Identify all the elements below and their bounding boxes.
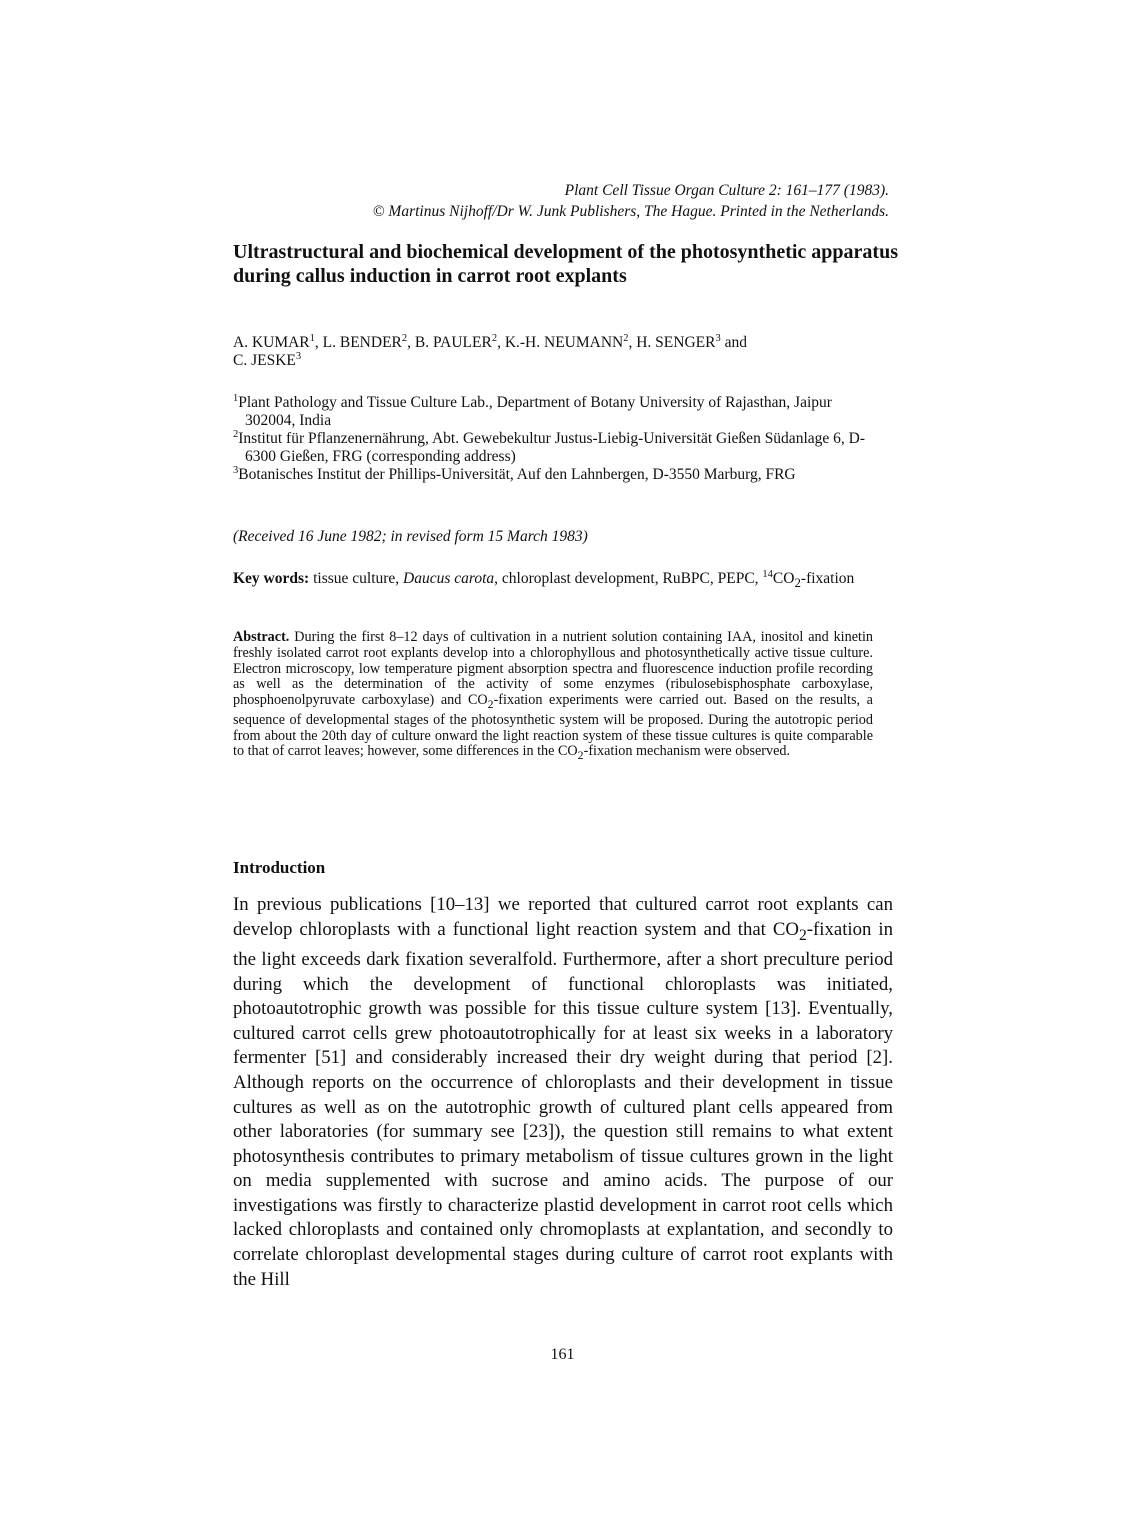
author-separator: and	[720, 334, 747, 351]
author-affiliation-mark: 2	[491, 332, 498, 344]
author-separator: ,	[497, 334, 505, 351]
keywords-text: CO	[772, 570, 795, 587]
author-name: K.-H. NEUMANN	[504, 334, 624, 351]
abstract-text: -fixation experiments were carried out. Based on the results, a sequence of developmental stages of the photosynthetic system will be proposed. During the autotropic period from about the 20th day of culture onward the light reaction system of these tissue cultures is quite comparable to that of carrot leaves; however, some differences in the CO	[233, 692, 873, 760]
affiliation-text: Botanisches Institut der Phillips-Universität, Auf den Lahnbergen, D-3550 Marburg, FRG	[238, 466, 796, 483]
publisher-line: © Martinus Nijhoff/Dr W. Junk Publishers, The Hague. Printed in the Netherlands.	[372, 203, 889, 220]
subscript: 2	[487, 697, 494, 712]
abstract-text: During the first 8–12 days of cultivation in a nutrient solution containing IAA, inositol and kinetin freshly isolated carrot root explants develop into a chlorophyllous and photosynthetically active tissue culture. Electron microscopy, low temperature pigment absorption spectra and fluorescence induction profile recording as well as the determination of the activity of some enzymes (ribulosebisphosphate carboxylase, phosphoenolpyruvate carboxylase) and CO	[233, 629, 873, 709]
affiliation-list	[233, 394, 883, 484]
author-name: C. JESKE	[233, 352, 296, 369]
body-text: In previous publications [10–13] we reported that cultured carrot root explants can develop chloroplasts with a functional light reaction system and that CO	[233, 894, 893, 940]
introduction-paragraph	[233, 893, 893, 1292]
affiliation-number: 1	[233, 392, 239, 404]
author-name: H. SENGER	[636, 334, 716, 351]
subscript: 2	[577, 748, 584, 763]
keywords-text: tissue culture,	[309, 570, 404, 587]
author-separator: ,	[314, 334, 323, 351]
received-dates: (Received 16 June 1982; in revised form 15 March 1983)	[233, 528, 588, 545]
affiliation	[233, 466, 883, 484]
keywords-text: , chloroplast development, RuBPC, PEPC,	[494, 570, 763, 587]
affiliation-number: 3	[233, 464, 239, 476]
keywords-text: -fixation	[800, 570, 855, 587]
author-separator: ,	[628, 334, 637, 351]
affiliation	[233, 430, 883, 466]
author-separator: ,	[407, 334, 415, 351]
abstract-text: -fixation mechanism were observed.	[583, 743, 791, 760]
affiliation-text: Plant Pathology and Tissue Culture Lab., Department of Botany University of Rajasthan, Jaipur 302004, India	[238, 394, 832, 429]
author-affiliation-mark: 2	[623, 332, 629, 344]
journal-citation	[189, 180, 889, 222]
affiliation-number: 2	[233, 428, 239, 440]
author-name: L. BENDER	[322, 334, 402, 351]
author-affiliation-mark: 3	[715, 332, 721, 344]
article-title: Ultrastructural and biochemical development of the photosynthetic apparatus during callus induction in carrot root explants	[233, 241, 898, 287]
keywords	[233, 570, 873, 592]
keywords-label: Key words:	[233, 570, 310, 587]
keyword-species: Daucus carota	[403, 570, 495, 587]
author-name: A. KUMAR	[233, 334, 310, 351]
subscript: 2	[794, 575, 801, 591]
author-affiliation-mark: 1	[309, 332, 315, 344]
affiliation-text: Institut für Pflanzenernährung, Abt. Gewebekultur Justus-Liebig-Universität Gießen Südanlage 6, D-6300 Gießen, FRG (corresponding address)	[238, 430, 865, 465]
author-list	[233, 334, 873, 370]
author-affiliation-mark: 2	[401, 332, 408, 344]
abstract-label: Abstract.	[233, 629, 290, 645]
page-number: 161	[550, 1346, 575, 1363]
section-heading-introduction: Introduction	[233, 858, 326, 877]
affiliation	[233, 394, 883, 430]
abstract	[233, 630, 873, 764]
isotope-superscript: 14	[762, 568, 773, 580]
journal-citation-line: Plant Cell Tissue Organ Culture 2: 161–177 (1983).	[564, 182, 889, 199]
author-affiliation-mark: 3	[295, 350, 302, 362]
body-text: -fixation in the light exceeds dark fixation severalfold. Furthermore, after a short preculture period during which the development of functional chloroplasts was initiated, photoautotrophic growth was possible for this tissue culture system [13]. Eventually, cultured carrot cells grew photoautotrophically for at least six weeks in a laboratory fermenter [51] and considerably increased their dry weight during that period [2]. Although reports on the occurrence of chloroplasts and their development in tissue cultures as well as on the autotrophic growth of cultured plant cells appeared from other laboratories (for summary see [23]), the question still remains to what extent photosynthesis contributes to primary metabolism of tissue cultures grown in the light on media supplemented with sucrose and amino acids. The purpose of our investigations was firstly to characterize plastid development in carrot root cells which lacked chloroplasts and contained only chromoplasts at explantation, and secondly to correlate chloroplast developmental stages during culture of carrot root explants with the Hill	[233, 918, 893, 1290]
author-name: B. PAULER	[414, 334, 492, 351]
subscript: 2	[798, 926, 807, 944]
